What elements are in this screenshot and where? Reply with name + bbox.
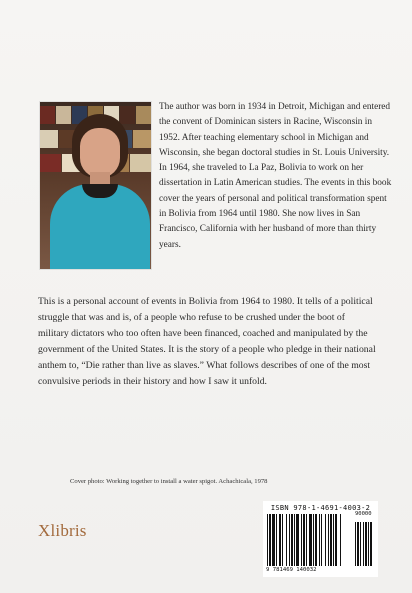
barcode-bar (301, 514, 302, 566)
barcode-bar (282, 514, 283, 566)
author-photo (40, 102, 151, 269)
barcode-bar (289, 514, 290, 566)
barcode-bar (269, 514, 271, 566)
barcode-bar (267, 514, 268, 566)
book-summary: This is a personal account of events in Bolivia from 1964 to 1980. It tells of a political struggle that was and is, of a people who refuse to be crushed under the boot of military dictators who too often have been financed, coached and manipulated by the government of the United States. It is the story of a people who pledge in their national anthem to, “Die rather than live as slaves.” What follows describes of one of the most convulsive periods in their history and how I saw it unfold. (38, 296, 376, 388)
barcode-bar (294, 514, 295, 566)
publisher-logo: Xlibris (38, 521, 87, 540)
barcode-bar (296, 514, 299, 566)
barcode-bar (272, 514, 275, 566)
barcode-addon-bar (357, 522, 359, 566)
barcode-bar (303, 514, 305, 566)
barcode-addon-bar (360, 522, 361, 566)
barcode-bar (340, 514, 341, 566)
barcode-addon-bar (365, 522, 367, 566)
barcode-addon-bar (368, 522, 369, 566)
barcode-bar (291, 514, 293, 566)
barcode-bar (335, 514, 337, 566)
barcode-bar (309, 514, 312, 566)
barcode-bars (267, 514, 374, 566)
barcode-bar (279, 514, 281, 566)
price-code: 90000 (355, 511, 372, 517)
face (80, 128, 120, 178)
barcode-bar (306, 514, 307, 566)
barcode-bar (286, 514, 287, 566)
barcode-bar (313, 514, 314, 566)
barcode-addon-bar (370, 522, 372, 566)
barcode-addon-bar (355, 522, 356, 566)
barcode-bar (319, 514, 320, 566)
barcode-addon-bar (363, 522, 364, 566)
isbn-barcode (263, 501, 378, 577)
isbn-label: ISBN 978-1-4691-4003-2 (270, 504, 371, 512)
barcode-bar (328, 514, 329, 566)
barcode-bar (333, 514, 334, 566)
barcode-bar (325, 514, 326, 566)
author-bio: The author was born in 1934 in Detroit, Michigan and entered the convent of Dominican sisters in Racine, Wisconsin in 1952. After teaching elementary school in Michigan and Wisconsin, she began doctoral studies in St. Louis University. In 1964, she traveled to La Paz, Bolivia to work on her dissertation in Latin American studies. The events in this book cover the years of personal and political transformation spent in Bolivia from 1964 until 1980. She now lives in San Francisco, California with her husband of more than thirty years. (159, 102, 392, 250)
barcode-number: 9 781469 140032 (266, 567, 317, 573)
barcode-bar (315, 514, 317, 566)
barcode-bar (276, 514, 277, 566)
cover-photo-caption: Cover photo: Working together to install a water spigot. Achachicala, 1978 (70, 478, 268, 485)
barcode-bar (330, 514, 332, 566)
barcode-bar (321, 514, 322, 566)
